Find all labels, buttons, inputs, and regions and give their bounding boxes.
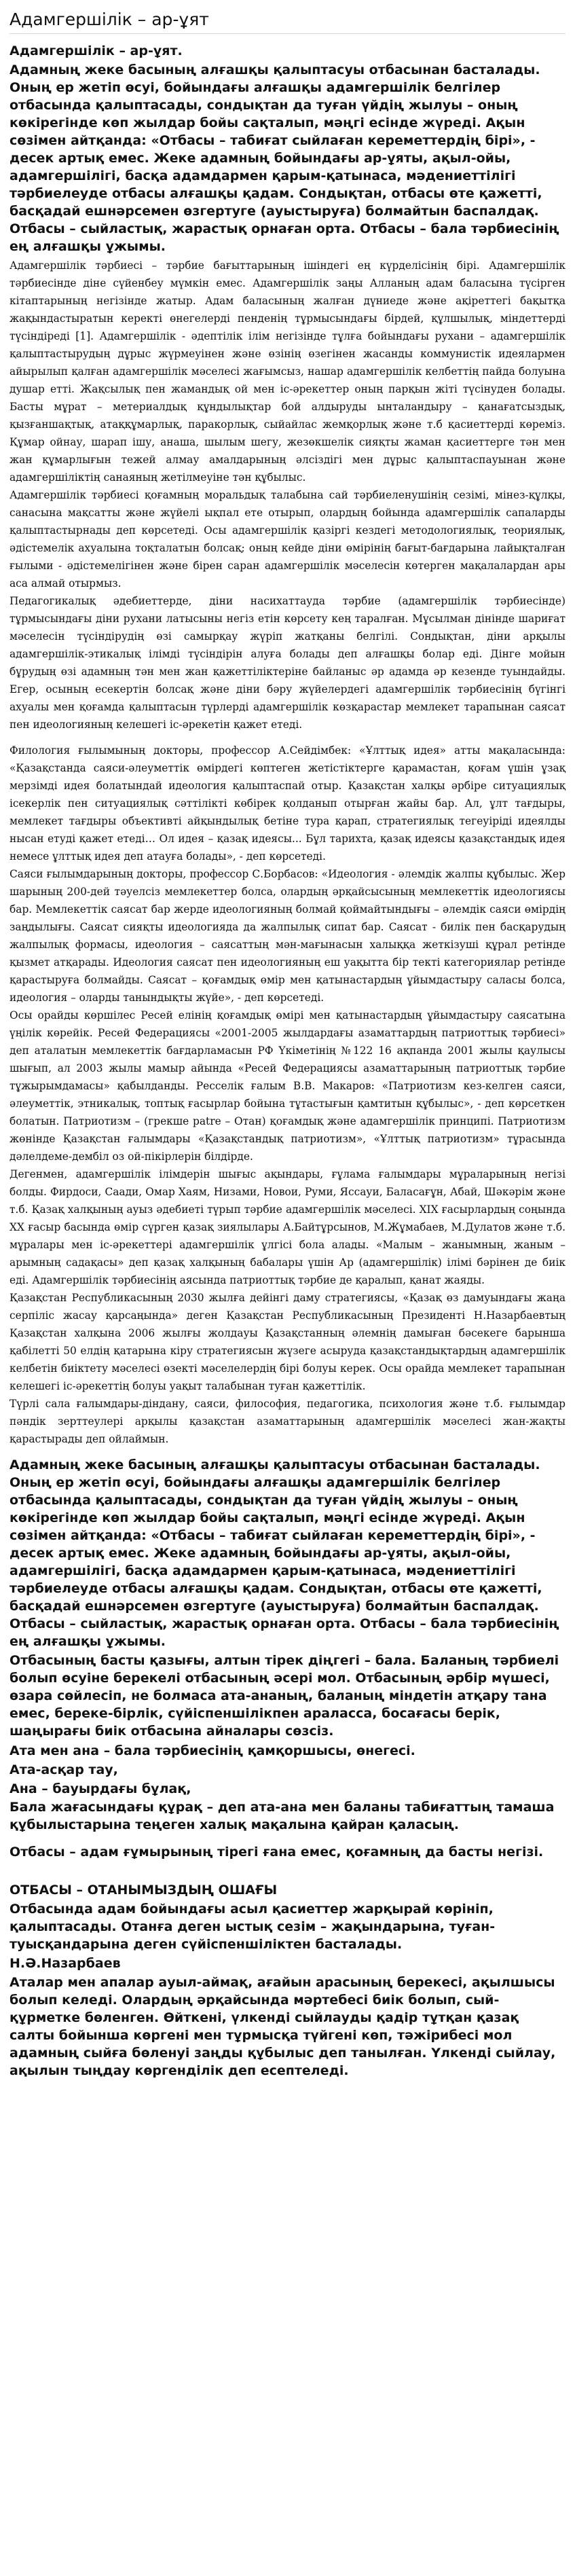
final-paragraph: Аталар мен апалар ауыл-аймақ, ағайын арасының берекесі, ақылшысы болып келеді. Олардың әрқайсында мәртебесі биік болып, сый-құрметке бөленген. Өйткені, үлкенді сыйлауды қадір тұтқан қазақ салты бойынша көргені мен тұрмысқа түйгені көп, тәжірибесі мол адамның сыйға бөленуі заңды құбылыс деп танылған. Үлкенді сыйлау, ақылын тыңдау көргенділік деп есептеледі.	[10, 1975, 556, 2078]
intro-paragraph: Адамның жеке басының алғашқы қалыптасуы отбасынан басталады. Оның ер жетіп өсуі, бойындағы алғашқы адамгершілік белгілер отбасында қалыптасады, сондықтан да туған үйдің жылуы – оның көкірегінде көп жылдар бойы сақталып, мәңгі есінде жүреді. Ақын сөзімен айтқанда: «Отбасы – табиғат сыйлаған кереметтердің бірі», - десек артық емес. Жеке адамның бойындағы ар-ұяты, ақыл-ойы, адамгершілігі, басқа адамдармен қарым-қатынаса, мәдениеттілігі тәрбиелеуде отбасы алғашқы қадам. Сондықтан, отбасы өте қажетті, басқадай ешнәрсемен өзгертуге (ауыстыруға) болмайтын баспалдақ. Отбасы – сыйластық, жарастық орнаған орта. Отбасы – бала тәрбиесінің ең алғашқы ұжымы.	[10, 62, 559, 254]
family-line: Отбасы – адам ғұмырының тірегі ғана емес, қоғамның да басты негізі.	[10, 1845, 544, 1860]
body-paragraph-1: Адамгершілік тәрбиесі – тәрбие бағыттарының ішіндегі ең күрделісінің бірі. Адамгершілік тәрбиесінде діне сүйенбеу мүмкін емес. Адамгершілік заңы Алланың адам баласына түсірген кітаптарының негізінде жатыр. Адам баласының жалған дүниеде және ақіреттегі бақытқа жақындастыратын керекті өнегелерді пенденің тұрмысындағы бірдей, құлшылық, міндеттерді түсіндіреді [1]. Адамгершілік - әдептілік ілім негізінде тұлға бойындағы рухани – адамгершілік қалыптастырудың дұрыс жүрмеуінен және өзінің өзегінен жасанды коммунистік идеялармен айырылып қалған адамгершілік мәселесі жағымсыз, нашар адамгершілік келбеттің пайда болуына душар етті. Жақсылық пен жамандық ой мен іс-әрекеттер оның парқын жіті түсінуден болады. Басты мұрат – метериалдық құндылықтар бой алдыруды ынталандыру – қанағатсыздық, қызғаншақтық, атаққұмарлық, паракорлық, сыйайлас жемқорлық және т.б қасиеттерді көреміз. Құмар ойнау, шарап ішу, анаша, шылым шегу, жезөкшелік сияқты жаман қасиеттерге тән мен жан құмарлығын тежей алмау амалдарының әлсіздігі мен дұрыс қалыптаспауынан және адамгершіліктің санаяның жетілмеуіне тән құбылыс.	[10, 259, 565, 484]
proverb-line-4: Бала жағасындағы құрақ – деп ата-ана мен баланы табиғаттың тамаша құбылыстарына теңеген халық мақалына қайран қаласың.	[10, 1800, 555, 1832]
quote-author: Н.Ә.Назарбаев	[10, 1956, 121, 1971]
body-paragraph-2: Адамгершілік тәрбиесі қоғамның моральдық талабына сай тәрбиеленушінің сезімі, мінез-құлқы, санасына мақсатты және жүйелі ықпал ете отырып, олардың бойында адамгершілік сапаларды қалыптастырнады деп көрсетеді. Осы адамгершілік қазіргі кездегі методологиялық, теориялық, әдістемелік ахуалына тоқталатын болсақ; оның кейде діни өмірінің бағыт-бағдарына лайықталған ғылыми - әдістемелігінен және бірен саран адамгершілік мәселесін көтерген мақалалардан ары аса алмай отырмыз.	[10, 489, 565, 589]
page-title: Адамгершілік – ар-ұят	[10, 10, 565, 34]
body-paragraph-5: Саяси ғылымдарының докторы, профессор С.Борбасов: «Идеология - әлемдік жалпы құбылыс. Жер шарының 200-дей тәуелсіз мемлекеттер болса, олардың әрқайсысының мемлекеттік идеологиясы бар. Мемлекеттік саясат бар жерде идеологияның болмай қоймайтындығы – әлемдік саяси өмірдің заңдылығы. Саясат сияқты идеологияда да жалпылық сипат бар. Саясат - билік пен басқарудың жалпылық формасы, идеология – саясаттың мән-мағынасын халыққа жеткізуші құрал ретінде қызмет атқарады. Идеология саясат пен идеологияның еш уақытта бір текті категориялар ретінде қарастыруға болмайды. Саясат – қоғамдық өмір мен қатынастардың ұйымдастыру саласы болса, идеология – оларды танындықты жүйе», - деп көрсетеді.	[10, 868, 565, 1004]
body-paragraph-7: Дегенмен, адамгершілік ілімдерін шығыс ақындары, ғұлама ғалымдары мұраларының негізі болды. Фирдоси, Саади, Омар Хаям, Низами, Новои, Руми, Яссауи, Баласағұн, Абай, Шәкәрім және т.б. Қазақ халқының ауыз әдебиеті түрып тәрбие адамгершілік мәселесі. XIX ғасырлардың соңында ХХ ғасыр басында өмір сүрген қазақ зиялылары А.Байтұрсынов, М.Жұмабаев, М.Дулатов және т.б. мұралары мен іс-әрекеттері адамгершілік ұлгісі бола алады. «Малым – жанымның, жаным – арымның садақасы» деп қазақ халқының бабалары үшін Ар (адамгершілік) ілімі бәрінен де биік еді. Адамгершілік тәрбиесінің аясында патриоттық тәрбие де қаралып, қанат жаяды.	[10, 1168, 565, 1286]
body-paragraph-4: Филология ғылымының докторы, профессор А.Сейдімбек: «Ұлттық идея» атты мақаласында: «Қазақстанда саяси-әлеуметтік өмірдегі көптеген жетістіктерге қарамастан, қоғам үшін ұзақ мерзімді идея болатындай идеология қалыптаспай отыр. Қазақстан халқы әрбіре ситуациялық ісекерлік пен ситуациялық сәттілікті көбірек қолданып отырған жайы бар. Ал, ұлт тағдыры, мемлекет тағдыры объективті айқындылық бетіне тура қарап, стратегиялық тегеуіріді идеялды нысан етуді қажет етеді… Ол идея – қазақ идеясы... Бұл тарихта, қазақ идеясы қазақстандық идея немесе ұлттық идея деп атауға болады», - деп көрсетеді.	[10, 744, 565, 863]
article-subtitle: Адамгершілік – ар-ұят.	[10, 43, 183, 58]
section-title: ОТБАСЫ – ОТАНЫМЫЗДЫҢ ОШАҒЫ	[10, 1883, 278, 1898]
body-paragraph-3: Педагогикалық әдебиеттерде, діни насихаттауда тәрбие (адамгершілік тәрбиесінде) тұрмысындағы діни рухани латысыны негіз етін көрсету кең таралған. Мұсылман дінінде шариғат мәселесін түсіндірудің өзі самырқау жүріп жатқаны белгілі. Сондықтан, діни арқылы адамгершілік-этикалық ілімді түсіндірін алуға болады деп алғашқы болар еді. Дінге мойын бұрудың өзі адамның тән мен жан қажеттіліктеріне байланыс әр адамда әр кезенде туындайды. Егер, осының есекертін болсақ және діни бәру жүйелердегі адамгершілік тәрбиесінің бүгінгі ахуалы мен қоғамда қалыптасын түрлерді адамгершілік көзқарастар мемлекет тарапынан саясат пен идеологияның келешегі іс-әрекетін қажет етеді.	[10, 595, 565, 731]
proverb-line-2: Ата-асқар тау,	[10, 1762, 118, 1777]
body-paragraph-8: Қазақстан Республикасының 2030 жылға дейінгі даму стратегиясы, «Қазақ өз дамуындағы жаңа серпіліс жасау қарсаңында» деген Қазақстан Республикасының Президенті Н.Назарбаевтың Қазақстан халқына 2006 жылғы жолдауы Қазақстанның әлемнің дамыған бәсекеге барынша қабілетті 50 елдің қатарына кіру стратегиясын жүзеге асыруда қазақстандықтардың адамгершілік келбетін биіктету мәселесі өзекті мәселелердің бірі болуы керек. Осы орайда мемлекет тарапынан келешегі іс-әрекеттің болуы уақыт талабынан туған қажеттілік.	[10, 1292, 565, 1392]
intro-paragraph-repeat: Адамның жеке басының алғашқы қалыптасуы отбасынан басталады. Оның ер жетіп өсуі, бойындағы алғашқы адамгершілік белгілер отбасында қалыптасады, сондықтан да туған үйдің жылуы – оның көкірегінде көп жылдар бойы сақталып, мәңгі есінде жүреді. Ақын сөзімен айтқанда: «Отбасы – табиғат сыйлаған кереметтердің бірі», - десек артық емес. Жеке адамның бойындағы ар-ұяты, ақыл-ойы, адамгершілігі, басқа адамдармен қарым-қатынаса, мәдениеттілігі тәрбиелеуде отбасы алғашқы қадам. Сондықтан, отбасы өте қажетті, басқадай ешнәрсемен өзгертуге (ауыстыруға) болмайтын баспалдақ. Отбасы – сыйластық, жарастық орнаған орта. Отбасы – бала тәрбиесінің ең алғашқы ұжымы.	[10, 1457, 559, 1649]
family-paragraph: Отбасының басты қазығы, алтын тірек діңгегі – бала. Баланың тәрбиелі болып өсуіне берекелі отбасының әсері мол. Отбасының әрбір мүшесі, өзара сөйлесіп, не болмаса ата-ананың, баланың міндетін атқару тана емес, береке-бірлік, сүйіспеншілікпен араласса, босағасы берік, шаңырағы биік отбасына айналары сөзсіз.	[10, 1653, 559, 1739]
body-paragraph-9: Түрлі сала ғалымдары-діндану, саяси, философия, педагогика, психология және т.б. ғылымдар пәндік зерттеулері арқылы қазақстан азаматтарының адамгершілік мәселесі жан-жақты қарастырады деп ойлаймын.	[10, 1398, 565, 1445]
proverb-line-3: Ана – бауырдағы бұлақ,	[10, 1781, 191, 1796]
proverb-line-1: Ата мен ана – бала тәрбиесінің қамқоршысы, өнегесі.	[10, 1743, 415, 1758]
quote-paragraph: Отбасында адам бойындағы асыл қасиеттер жарқырай көрініп, қалыптасады. Отанға деген ыстық сезім – жақындарына, туған-туысқандарына деген сүйіспеншіліктен басталады.	[10, 1902, 496, 1952]
body-paragraph-6: Осы орайды көршілес Ресей елінің қоғамдық өмірі мен қатынастардың ұйымдастыру саясатына үңілік көрейік. Ресей Федерациясы «2001-2005 жылдардағы азаматтардың патриоттық тәрбиесі» деп аталатын мемлекеттік бағдарламасын РФ Үкіметінің №122 16 ақпанда 2001 жылы қаулысы шығып, ал 2003 жылы мамыр айында «Ресей Федерациясы азаматтарының патриоттық тәрбие тұжырымдамасы» қабылданды. Ресселік ғалым В.В. Макаров: «Патриотизм кез-келген саяси, әлеуметтік, этникалық, топтық ғасырлар бойына тұтастығын қамтитын құбылыс», - деп көрсеткен болатын. Патриотизм – (грекше patre – Отан) қоғамдық және адамгершілік принципі. Патриотизм жөнінде Қазақстан ғалымдары «Қазақстандық патриотизм», «Ұлттық патриотизм» тұрасында дәлелдеме-дембіл оз ой-пікірлерін білдірде.	[10, 1009, 565, 1163]
